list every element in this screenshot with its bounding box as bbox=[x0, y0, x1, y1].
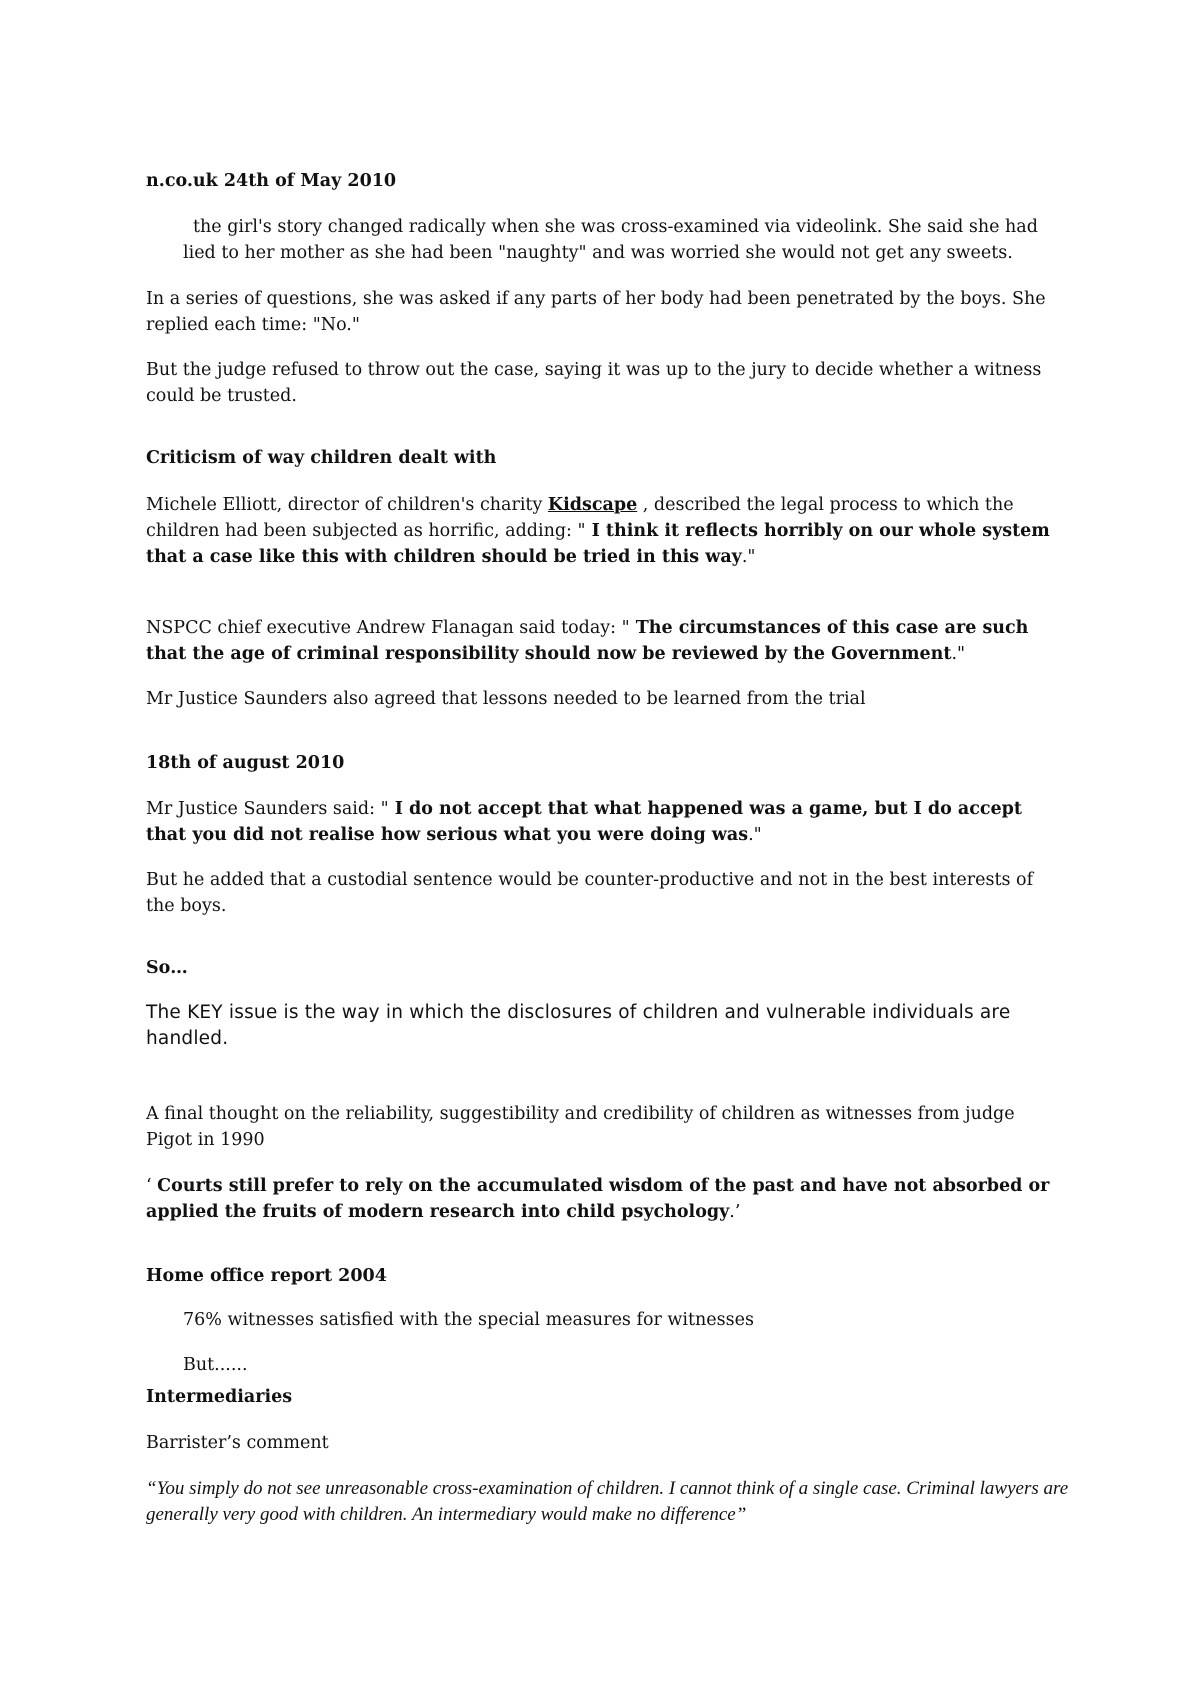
saunders-pre: Mr Justice Saunders said: " bbox=[146, 799, 389, 819]
pigot-close: .’ bbox=[729, 1202, 741, 1222]
pigot-open: ‘ bbox=[146, 1176, 158, 1196]
pigot-quote-paragraph bbox=[146, 1173, 1066, 1225]
nspcc-paragraph bbox=[146, 615, 1066, 667]
saunders-game-paragraph bbox=[146, 796, 1066, 848]
elliott-post: ." bbox=[741, 547, 756, 567]
saunders-post: ." bbox=[748, 825, 762, 845]
nspcc-quote: The circumstances of this case are such that the age of criminal responsibility should now be reviewed by the Government bbox=[146, 618, 1029, 664]
barrister-quote: “You simply do not see unreasonable cross-examination of children. I cannot think of a single case. Criminal lawyers are generally very good with children. An intermediary would make no difference” bbox=[146, 1478, 1069, 1525]
intermediaries-heading: Intermediaries bbox=[146, 1387, 293, 1407]
judge-refused-paragraph: But the judge refused to throw out the case, saying it was up to the jury to decide whether a witness could be trusted. bbox=[146, 360, 1042, 406]
source-date-heading: n.co.uk 24th of May 2010 bbox=[146, 171, 397, 191]
august-2010-heading: 18th of august 2010 bbox=[146, 753, 345, 773]
elliott-paragraph bbox=[146, 492, 1066, 570]
key-issue-paragraph: The KEY issue is the way in which the disclosures of children and vulnerable individuals are handled. bbox=[146, 1002, 1011, 1049]
but-line: But...... bbox=[183, 1355, 248, 1375]
elliott-mid: , described the legal process to which the children had been subjected as horrific, adding: " bbox=[146, 495, 1014, 541]
series-of-questions-paragraph: In a series of questions, she was asked if any parts of her body had been penetrated by the boys. She replied each time: "No." bbox=[146, 289, 1046, 335]
custodial-sentence-paragraph: But he added that a custodial sentence would be counter-productive and not in the best interests of the boys. bbox=[146, 870, 1034, 916]
satisfaction-stat: 76% witnesses satisfied with the special measures for witnesses bbox=[183, 1310, 754, 1330]
kidscape-link[interactable]: Kidscape bbox=[547, 495, 638, 515]
criticism-heading: Criticism of way children dealt with bbox=[146, 448, 497, 468]
girl-story-quote: the girl's story changed radically when she was cross-examined via videolink. She said she had lied to her mother as she had been "naughty" and was worried she would not get any sweets. bbox=[183, 217, 1038, 263]
so-heading: So… bbox=[146, 958, 188, 978]
saunders-lessons-paragraph: Mr Justice Saunders also agreed that lessons needed to be learned from the trial bbox=[146, 689, 866, 709]
barrister-label: Barrister’s comment bbox=[146, 1433, 329, 1453]
nspcc-pre: NSPCC chief executive Andrew Flanagan said today: " bbox=[146, 618, 630, 638]
saunders-quote: I do not accept that what happened was a game, but I do accept that you did not realise how serious what you were doing was bbox=[146, 799, 1022, 845]
elliott-quote: I think it reflects horribly on our whole system that a case like this with children should be tried in this way bbox=[146, 521, 1050, 567]
elliott-pre: Michele Elliott, director of children's charity bbox=[146, 495, 548, 515]
pigot-quote: Courts still prefer to rely on the accumulated wisdom of the past and have not absorbed or applied the fruits of modern research into child psychology bbox=[146, 1176, 1050, 1222]
final-thought-paragraph: A final thought on the reliability, suggestibility and credibility of children as witnesses from judge Pigot in 1990 bbox=[146, 1104, 1015, 1150]
nspcc-post: ." bbox=[951, 644, 966, 664]
home-office-heading: Home office report 2004 bbox=[146, 1266, 387, 1286]
